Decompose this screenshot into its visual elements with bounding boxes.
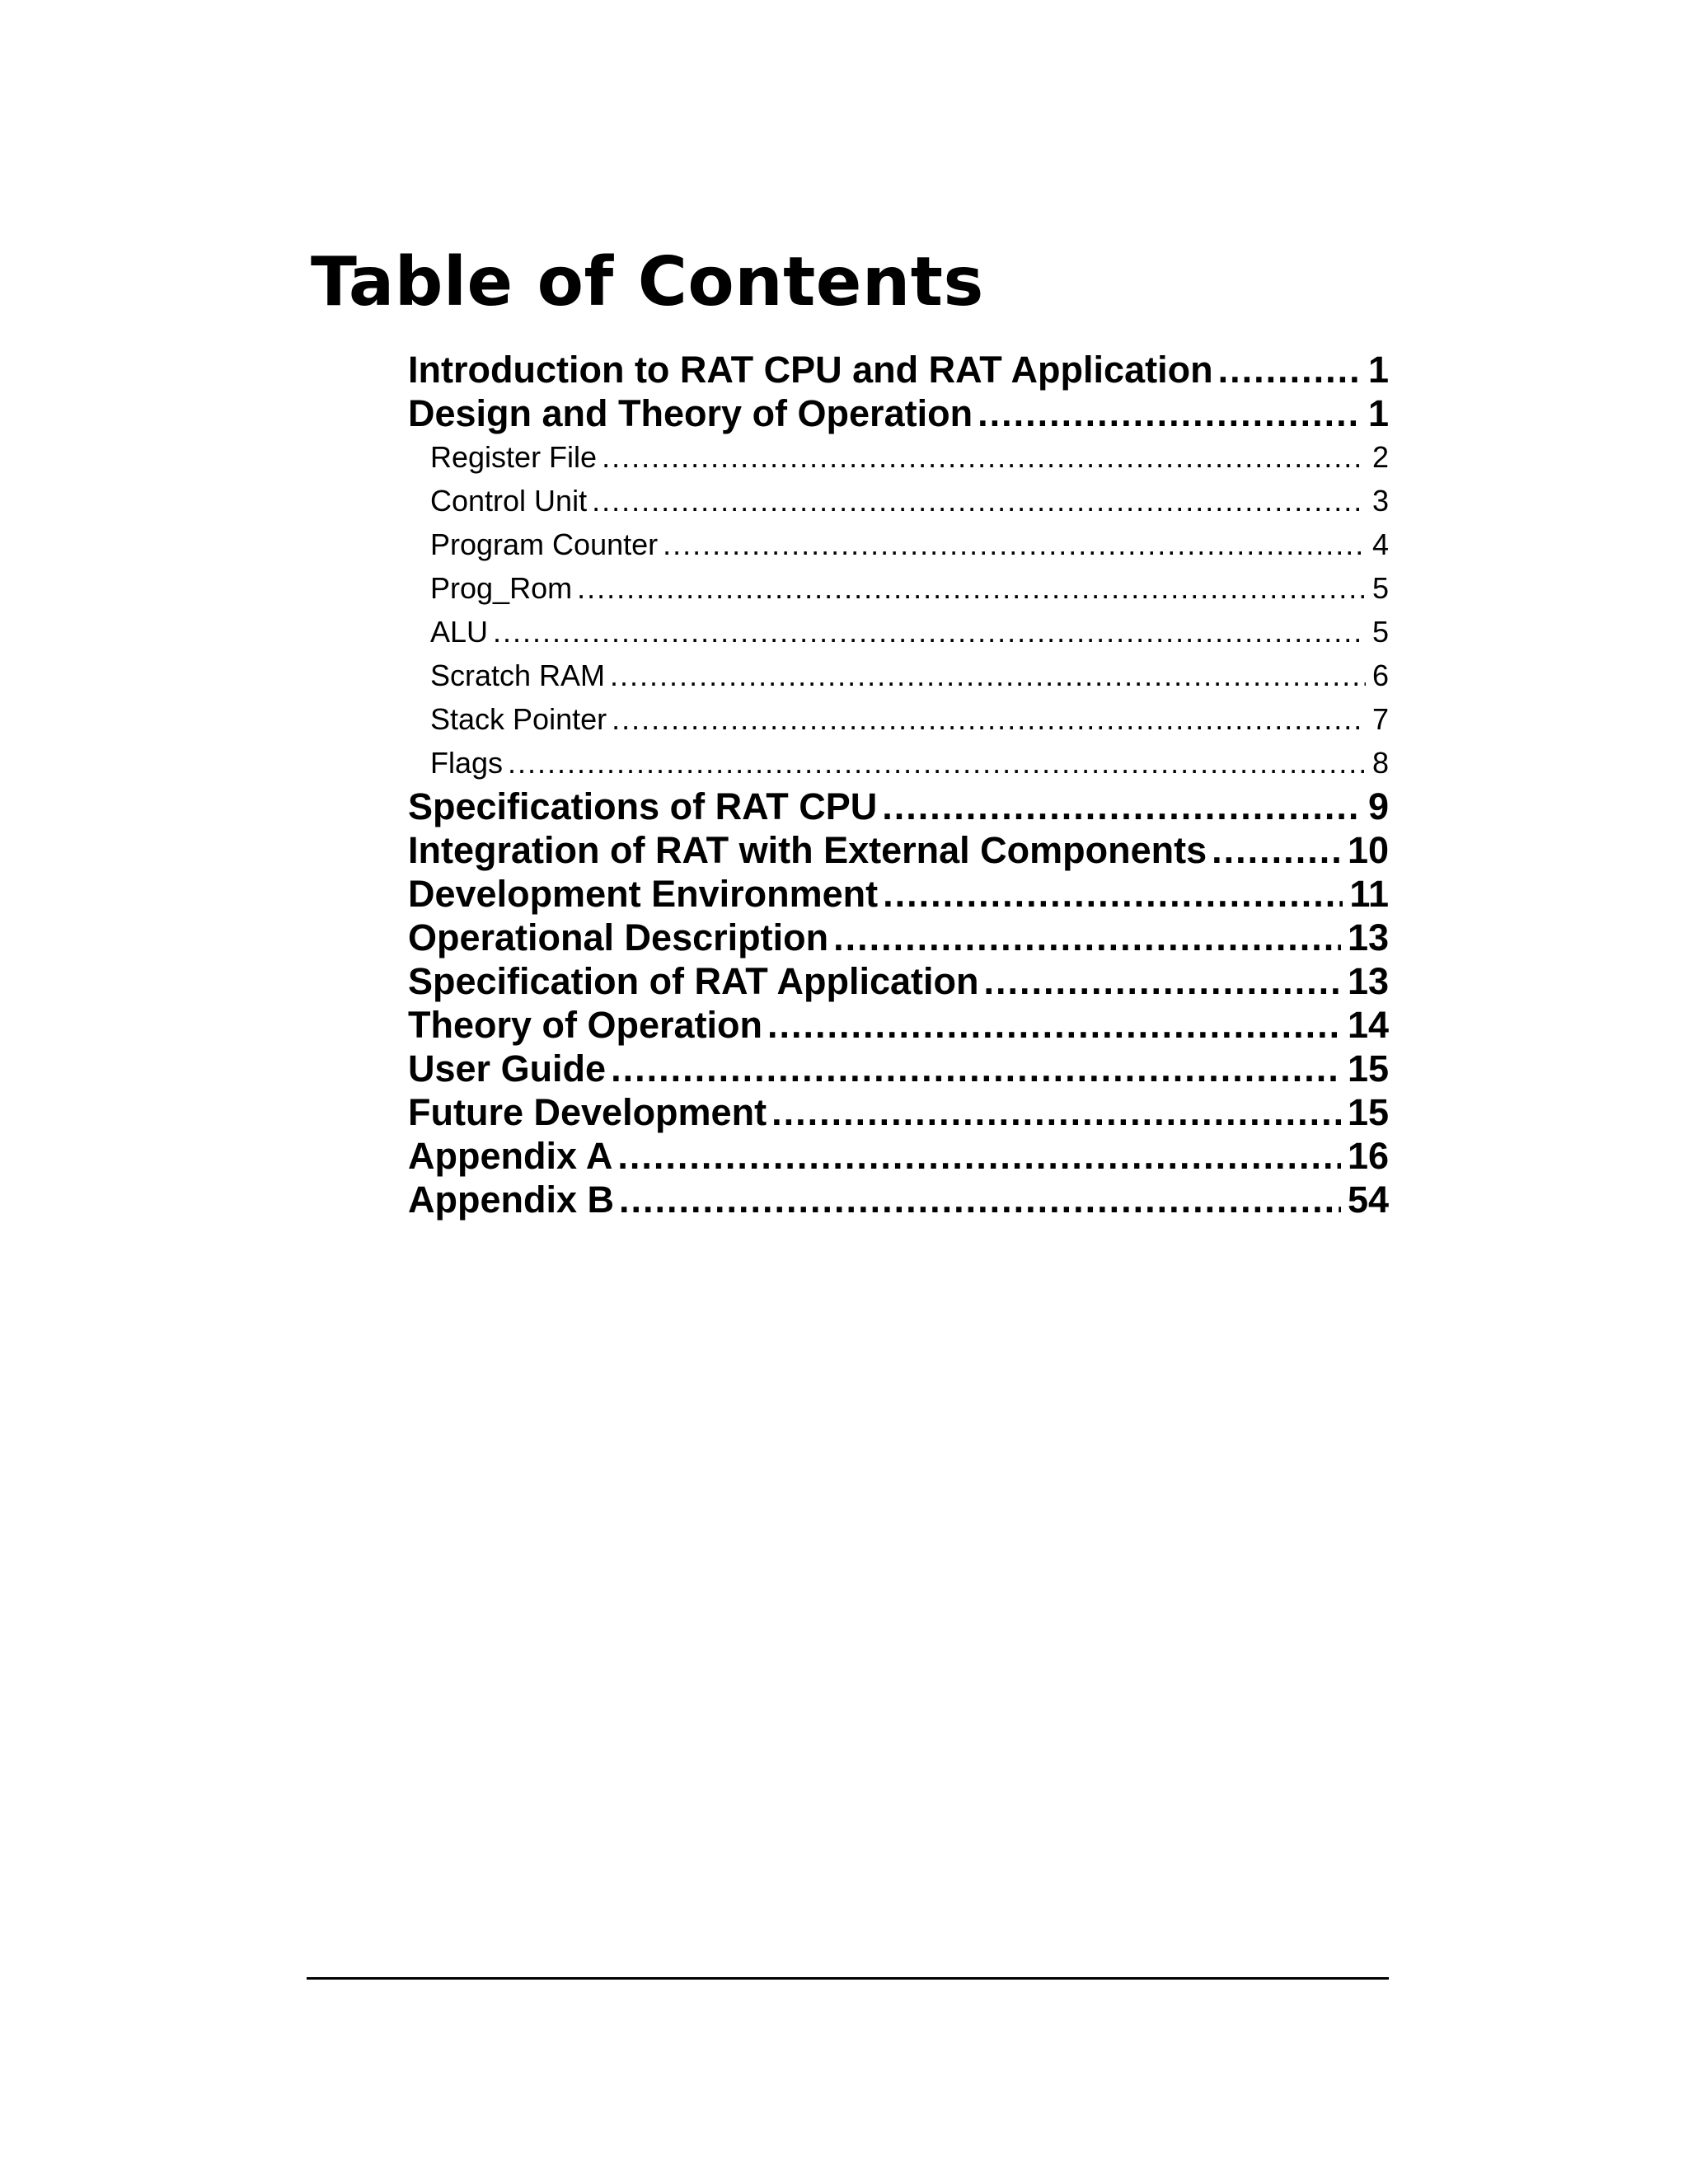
toc-entry-title: Stack Pointer <box>430 702 607 736</box>
toc-entry-page-number: 3 <box>1372 484 1389 518</box>
toc-entry-page-number: 9 <box>1367 785 1389 827</box>
toc-entry-title: Specifications of RAT CPU <box>408 785 878 827</box>
toc-entry-development-environment[interactable] <box>408 872 1389 916</box>
toc-entry-alu[interactable] <box>408 610 1389 654</box>
toc-entry-page-number: 13 <box>1347 960 1389 1002</box>
toc-entry-program-counter[interactable] <box>408 523 1389 566</box>
toc-entry-page-number: 54 <box>1347 1179 1389 1221</box>
dot-leader <box>508 741 1366 785</box>
toc-entry-title: ALU <box>430 615 489 649</box>
toc-entry-theory-of-operation[interactable] <box>408 1003 1389 1047</box>
toc-entry-title: Prog_Rom <box>430 571 573 605</box>
toc-entry-flags[interactable] <box>408 741 1389 785</box>
dot-leader <box>619 1178 1341 1221</box>
toc-entry-page-number: 16 <box>1347 1135 1389 1177</box>
toc-entry-introduction[interactable] <box>408 348 1389 391</box>
toc-entry-page-number: 13 <box>1347 916 1389 958</box>
toc-entry-page-number: 4 <box>1372 527 1389 561</box>
dot-leader <box>617 1134 1341 1178</box>
toc-entry-title: Design and Theory of Operation <box>408 392 973 434</box>
toc-entry-page-number: 7 <box>1372 702 1389 736</box>
toc-entry-page-number: 1 <box>1367 349 1389 391</box>
dot-leader <box>978 391 1362 435</box>
toc-entry-title: Program Counter <box>430 527 659 561</box>
dot-leader <box>883 872 1343 916</box>
toc-entry-prog-rom[interactable] <box>408 566 1389 610</box>
toc-entry-page-number: 15 <box>1347 1091 1389 1133</box>
toc-entry-title: Scratch RAM <box>430 658 606 692</box>
toc-entry-page-number: 1 <box>1367 392 1389 434</box>
toc-entry-page-number: 15 <box>1347 1047 1389 1090</box>
toc-entry-page-number: 2 <box>1372 440 1389 474</box>
table-of-contents <box>408 348 1389 1221</box>
toc-entry-page-number: 5 <box>1372 571 1389 605</box>
toc-entry-title: Register File <box>430 440 598 474</box>
footer-divider <box>307 1977 1389 1980</box>
toc-entry-page-number: 11 <box>1349 873 1389 915</box>
toc-entry-integration[interactable] <box>408 828 1389 872</box>
toc-entry-title: Integration of RAT with External Components <box>408 829 1207 871</box>
dot-leader <box>833 916 1341 959</box>
toc-entry-future-development[interactable] <box>408 1090 1389 1134</box>
toc-entry-page-number: 14 <box>1347 1004 1389 1046</box>
dot-leader <box>1212 828 1341 872</box>
dot-leader <box>1218 348 1362 391</box>
toc-entry-stack-pointer[interactable] <box>408 697 1389 741</box>
toc-entry-title: Flags <box>430 746 504 780</box>
toc-entry-page-number: 5 <box>1372 615 1389 649</box>
toc-entry-title: Appendix A <box>408 1135 613 1177</box>
toc-entry-title: Future Development <box>408 1091 767 1133</box>
dot-leader <box>767 1003 1341 1047</box>
page-title: Table of Contents <box>311 243 984 321</box>
toc-entry-page-number: 6 <box>1372 658 1389 692</box>
toc-entry-title: User Guide <box>408 1047 607 1090</box>
toc-entry-user-guide[interactable] <box>408 1047 1389 1090</box>
toc-entry-title: Operational Description <box>408 916 829 958</box>
toc-entry-specifications-rat-cpu[interactable] <box>408 785 1389 828</box>
toc-entry-title: Appendix B <box>408 1179 615 1221</box>
toc-entry-title: Control Unit <box>430 484 588 518</box>
toc-entry-title: Theory of Operation <box>408 1004 763 1046</box>
dot-leader <box>882 785 1362 828</box>
dot-leader <box>984 959 1341 1003</box>
toc-entry-scratch-ram[interactable] <box>408 654 1389 697</box>
dot-leader <box>610 654 1366 697</box>
toc-entry-page-number: 8 <box>1372 746 1389 780</box>
toc-entry-title: Introduction to RAT CPU and RAT Application <box>408 349 1213 391</box>
toc-entry-title: Development Environment <box>408 873 879 915</box>
dot-leader <box>612 697 1366 741</box>
dot-leader <box>611 1047 1341 1090</box>
toc-entry-control-unit[interactable] <box>408 479 1389 523</box>
dot-leader <box>592 479 1366 523</box>
toc-entry-operational-description[interactable] <box>408 916 1389 959</box>
toc-entry-specification-rat-application[interactable] <box>408 959 1389 1003</box>
dot-leader <box>493 610 1366 654</box>
toc-entry-appendix-a[interactable] <box>408 1134 1389 1178</box>
dot-leader <box>771 1090 1341 1134</box>
toc-entry-register-file[interactable] <box>408 435 1389 479</box>
toc-entry-page-number: 10 <box>1347 829 1389 871</box>
toc-entry-appendix-b[interactable] <box>408 1178 1389 1221</box>
dot-leader <box>602 435 1366 479</box>
dot-leader <box>577 566 1366 610</box>
toc-entry-title: Specification of RAT Application <box>408 960 979 1002</box>
toc-entry-design-and-theory[interactable] <box>408 391 1389 435</box>
dot-leader <box>663 523 1366 566</box>
